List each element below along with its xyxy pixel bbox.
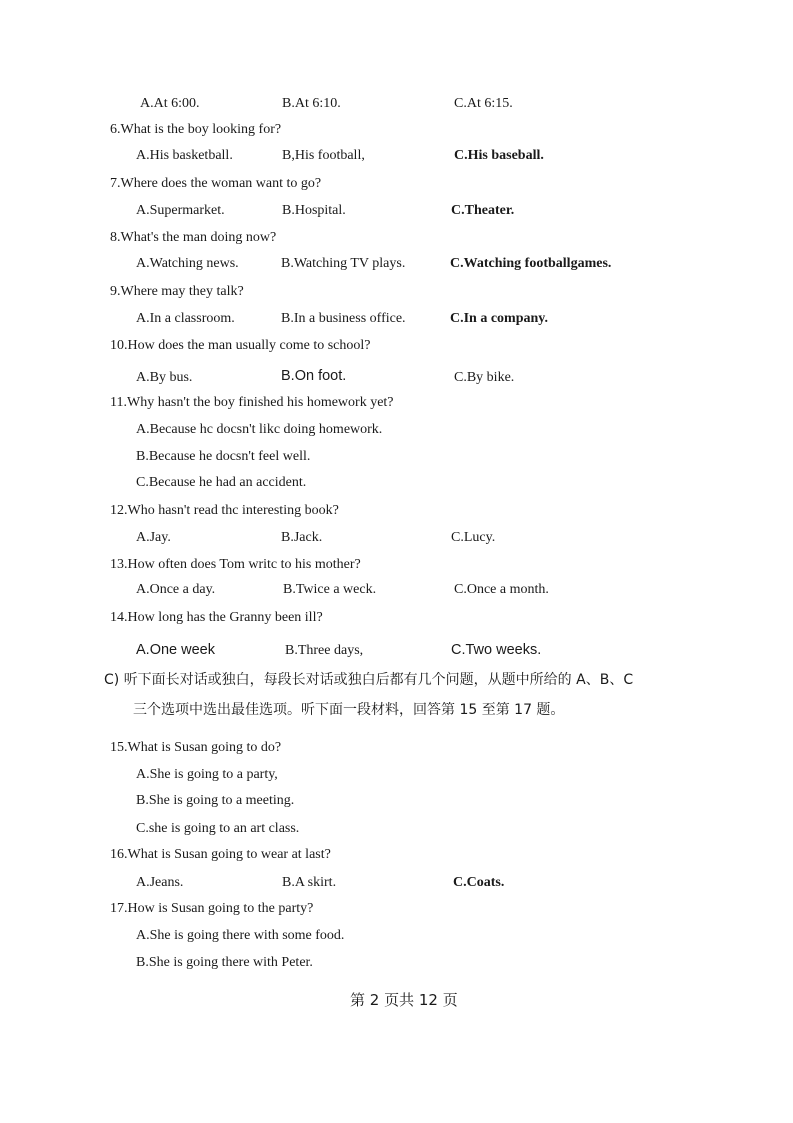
q15-option-b: B.She is going to a meeting. xyxy=(136,793,295,808)
q17-option-b: B.She is going there with Peter. xyxy=(136,955,313,970)
page-number-footer: 第 2 页共 12 页 xyxy=(350,991,458,1009)
q6-option-a: A.His basketball. xyxy=(136,148,233,163)
q11-option-c: C.Because he had an accident. xyxy=(136,475,307,490)
q11-option-a: A.Because hc docsn't likc doing homework. xyxy=(136,422,383,437)
q13-question: 13.How often does Tom writc to his mother? xyxy=(110,557,361,572)
q10-option-c: C.By bike. xyxy=(454,370,515,385)
q5-option-b: B.At 6:10. xyxy=(282,96,341,111)
q12-option-a: A.Jay. xyxy=(136,530,171,545)
q13-option-c: C.Once a month. xyxy=(454,582,549,597)
q16-question: 16.What is Susan going to wear at last? xyxy=(110,847,331,862)
q8-question: 8.What's the man doing now? xyxy=(110,230,277,245)
q12-question: 12.Who hasn't read thc interesting book? xyxy=(110,503,339,518)
q13-option-a: A.Once a day. xyxy=(136,582,216,597)
q12-option-b: B.Jack. xyxy=(281,530,323,545)
q8-option-c: C.Watching footballgames. xyxy=(450,256,612,271)
q17-question: 17.How is Susan going to the party? xyxy=(110,901,314,916)
q7-option-c: C.Theater. xyxy=(451,203,515,218)
q8-option-b: B.Watching TV plays. xyxy=(281,256,406,271)
q7-question: 7.Where does the woman want to go? xyxy=(110,176,322,191)
q9-option-a: A.In a classroom. xyxy=(136,311,235,326)
q7-option-a: A.Supermarket. xyxy=(136,203,225,218)
q8-option-a: A.Watching news. xyxy=(136,256,239,271)
q13-option-b: B.Twice a weck. xyxy=(283,582,377,597)
q9-option-b: B.In a business office. xyxy=(281,311,406,326)
q16-option-c: C.Coats. xyxy=(453,875,505,890)
q16-option-b: B.A skirt. xyxy=(282,875,337,890)
q5-option-a: A.At 6:00. xyxy=(140,96,200,111)
section-c-instruction-line-2: 三个选项中选出最佳选项。听下面一段材料，回答第 15 至第 17 题。 xyxy=(133,702,565,718)
q9-question: 9.Where may they talk? xyxy=(110,284,244,299)
q16-option-a: A.Jeans. xyxy=(136,875,184,890)
q11-question: 11.Why hasn't the boy finished his homework yet? xyxy=(110,395,394,410)
section-c-instruction-line-1: C) 听下面长对话或独白，每段长对话或独白后都有几个问题，从题中所给的 A、B、C xyxy=(104,672,634,688)
q14-option-b: B.Three days, xyxy=(285,643,364,658)
q5-option-c: C.At 6:15. xyxy=(454,96,513,111)
q6-option-c: C.His baseball. xyxy=(454,148,544,163)
q14-option-a: A.One week xyxy=(136,642,215,658)
q10-question: 10.How does the man usually come to school? xyxy=(110,338,371,353)
q17-option-a: A.She is going there with some food. xyxy=(136,928,345,943)
q10-option-b: B.On foot. xyxy=(281,368,347,384)
q14-option-c: C.Two weeks. xyxy=(451,642,542,658)
q11-option-b: B.Because he docsn't feel well. xyxy=(136,449,311,464)
q14-question: 14.How long has the Granny been ill? xyxy=(110,610,323,625)
q15-option-a: A.She is going to a party, xyxy=(136,767,278,782)
q6-option-b: B,His football, xyxy=(282,148,365,163)
q15-option-c: C.she is going to an art class. xyxy=(136,821,300,836)
q10-option-a: A.By bus. xyxy=(136,370,193,385)
q9-option-c: C.In a company. xyxy=(450,311,549,326)
q12-option-c: C.Lucy. xyxy=(451,530,496,545)
q6-question: 6.What is the boy looking for? xyxy=(110,122,282,137)
q15-question: 15.What is Susan going to do? xyxy=(110,740,282,755)
q7-option-b: B.Hospital. xyxy=(282,203,346,218)
